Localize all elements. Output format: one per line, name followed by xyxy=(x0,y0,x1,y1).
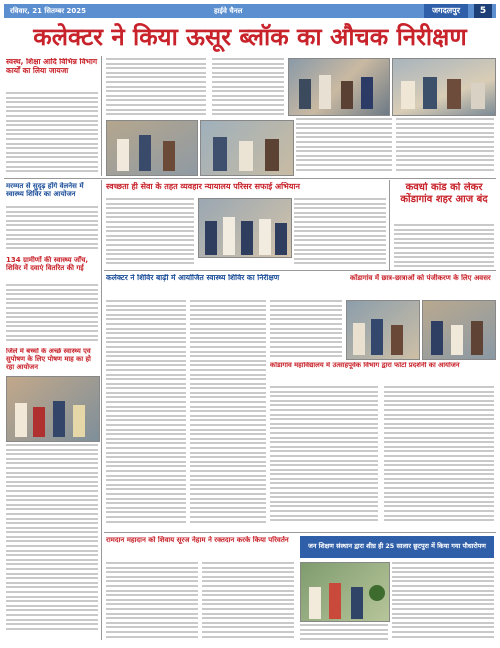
news-photo xyxy=(300,562,390,622)
news-photo xyxy=(6,376,100,442)
story-headline: रामदान महादान को शिवाय सूरज नेहाम ने रक्तदान करके किया परिवर्तन xyxy=(106,536,289,544)
story-body xyxy=(384,386,494,530)
news-photo xyxy=(392,58,496,116)
column-rule xyxy=(389,180,390,270)
story-body xyxy=(106,58,206,118)
story-body xyxy=(394,224,494,268)
story-headline: जिले में बच्चों के अच्छे स्वास्थ्य एवं सुपोषण के लिए पोषण माह का हो रहा आयोजन xyxy=(6,348,91,371)
story-headline: कलेक्टर ने शिविर बाढ़ी में आयोजित स्वास्थ्य शिविर का निरीक्षण xyxy=(106,274,280,282)
story-body xyxy=(106,198,194,268)
news-photo xyxy=(106,120,198,176)
story-body xyxy=(6,92,98,176)
story-body xyxy=(6,206,98,252)
story-body xyxy=(392,562,494,642)
masthead-paper-name: हाईवे चैनल xyxy=(214,6,243,15)
masthead xyxy=(4,4,496,18)
story-headline: 134 ग्रामीणों की स्वास्थ्य जाँच, शिविर में दवाएं वितरित की गई xyxy=(6,256,89,273)
section-rule xyxy=(104,532,496,533)
news-photo xyxy=(198,198,292,258)
main-headline: कलेक्टर ने किया ऊसूर ब्लॉक का औचक निरीक्षण xyxy=(33,22,467,51)
story-body xyxy=(212,58,284,118)
news-photo xyxy=(288,58,390,116)
story-headline: स्वच्छता ही सेवा के तहत व्यवहार न्यायालय परिसर सफाई अभियान xyxy=(106,182,300,191)
story-body xyxy=(6,284,98,344)
story-body xyxy=(6,444,98,640)
news-photo xyxy=(200,120,294,176)
story-headline: स्वस्थ, शिक्षा आदि विभिन्न विभाग कार्यों का लिया जायजा xyxy=(6,58,98,75)
story-body xyxy=(106,300,186,530)
story-body xyxy=(270,300,342,360)
story-body xyxy=(294,198,386,268)
story-body xyxy=(202,562,294,642)
story-banner: जन शिक्षण संस्थान द्वारा शीघ्र ही 25 सालार छूटपुरा में किया गया पौधारोपण xyxy=(300,536,494,558)
story-body xyxy=(270,386,378,530)
section-rule xyxy=(104,270,496,271)
column-rule xyxy=(101,180,102,640)
story-body xyxy=(190,300,266,530)
news-photo xyxy=(346,300,420,360)
section-rule xyxy=(4,178,496,179)
story-body xyxy=(106,562,198,642)
story-headline: कवर्धा कांड को लेकर कोंडागांव शहर आज बंद xyxy=(400,182,488,205)
story-headline: कोंडागांव में छात्र-छात्राओं को पंजीकरण के लिए अवसर xyxy=(350,274,491,282)
story-body xyxy=(300,624,388,642)
story-headline: कोंडागांव महाविद्यालय में उत्साहपूर्वक विभाग द्वारा फोटो प्रदर्शनी का आयोजन xyxy=(270,362,460,369)
story-body xyxy=(396,118,494,176)
column-rule xyxy=(101,56,102,176)
masthead-city: जगदलपुर xyxy=(424,4,468,18)
story-body xyxy=(296,118,392,176)
page-number: 5 xyxy=(474,4,492,18)
news-photo xyxy=(422,300,496,360)
story-headline: मरम्मत से सुदृढ़ होंगे वेलनेस में स्वास्थ्य शिविर का आयोजन xyxy=(6,182,84,199)
masthead-date: रविवार, 21 सितम्बर 2025 xyxy=(10,6,86,15)
